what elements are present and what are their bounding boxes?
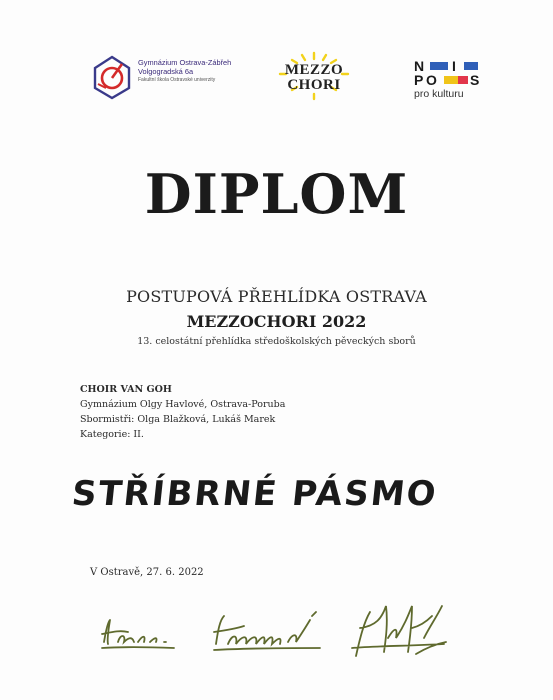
mezzochori-logo-word2: CHORI bbox=[287, 77, 341, 93]
event-name: POSTUPOVÁ PŘEHLÍDKA OSTRAVA bbox=[126, 287, 427, 306]
nipos-letter-i: I bbox=[452, 58, 456, 74]
nipos-letter-p: P bbox=[414, 72, 424, 88]
signature-2 bbox=[208, 606, 326, 654]
gymnazium-name: Gymnázium Ostrava-Zábřeh bbox=[138, 58, 232, 67]
nipos-letter-o: O bbox=[426, 72, 437, 88]
choir-details bbox=[80, 382, 440, 442]
diploma-title: DIPLOM bbox=[144, 162, 409, 226]
edition-name: MEZZOCHORI 2022 bbox=[186, 312, 367, 331]
event-subtitle: 13. celostátní přehlídka středoškolských pěveckých sborů bbox=[137, 336, 416, 347]
choir-name: CHOIR VAN GOH bbox=[80, 384, 172, 395]
award-band: STŘÍBRNÉ PÁSMO bbox=[69, 474, 440, 514]
nipos-logo bbox=[414, 58, 484, 106]
nipos-letter-s: S bbox=[470, 72, 480, 88]
date-line: V Ostravě, 27. 6. 2022 bbox=[90, 567, 204, 578]
nipos-yellow-bar bbox=[444, 76, 458, 84]
nipos-tagline: pro kulturu bbox=[414, 88, 464, 100]
signature-1 bbox=[98, 612, 180, 654]
choir-category: Kategorie: II. bbox=[80, 429, 144, 440]
gymnazium-note: Fakultní škola Ostravské univerzity bbox=[138, 77, 216, 83]
nipos-red-bar bbox=[458, 76, 468, 84]
mezzochori-logo bbox=[272, 50, 356, 102]
nipos-blue-bar bbox=[430, 62, 448, 70]
mezzochori-logo-word1: MEZZO bbox=[284, 62, 344, 78]
gymnazium-logo bbox=[92, 54, 262, 104]
choir-conductors: Sbormistři: Olga Blažková, Lukáš Marek bbox=[80, 414, 276, 425]
gymnazium-address: Volgogradská 6a bbox=[138, 67, 194, 76]
nipos-blue-bar-2 bbox=[464, 62, 478, 70]
gymnazium-emblem-icon bbox=[92, 54, 132, 100]
choir-school: Gymnázium Olgy Havlové, Ostrava-Poruba bbox=[80, 399, 286, 410]
signature-3 bbox=[346, 598, 450, 662]
nipos-letter-n: N bbox=[414, 58, 425, 74]
